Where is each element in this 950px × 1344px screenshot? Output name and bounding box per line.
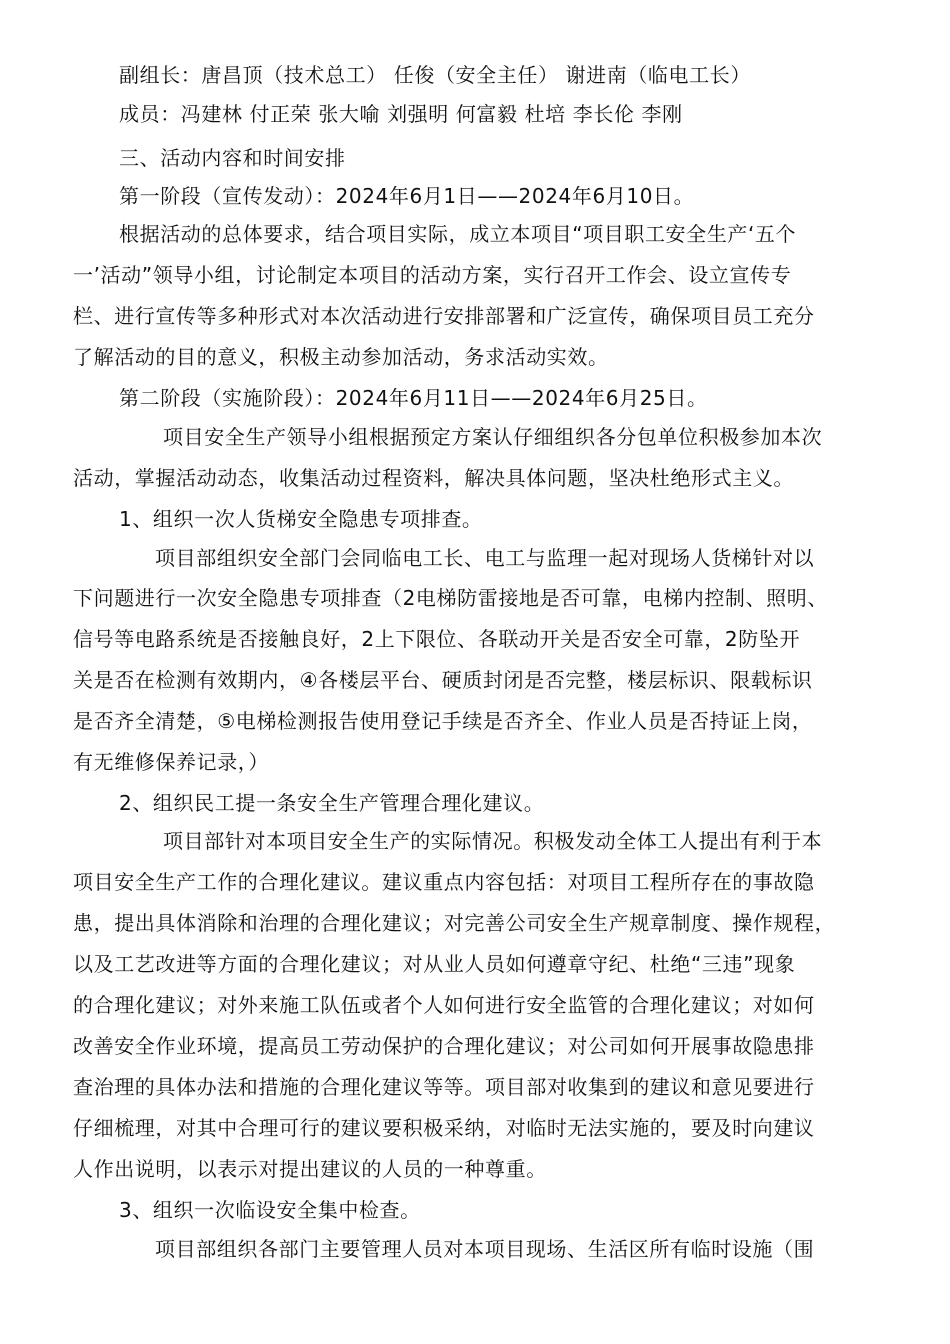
paragraph-line: 患，提出具体消除和治理的合理化建议；对完善公司安全生产规章制度、操作规程，: [73, 911, 836, 935]
paragraph-line: 项目安全生产工作的合理化建议。建议重点内容包括：对项目工程所存在的事故隐: [73, 870, 815, 894]
item-1-heading: 1、组织一次人货梯安全隐患专项排查。: [119, 507, 483, 531]
paragraph-line: 改善安全作业环境，提高员工劳动保护的合理化建议；对公司如何开展事故隐患排: [73, 1034, 815, 1058]
paragraph-line: 人作出说明，以表示对提出建议的人员的一种尊重。: [73, 1157, 547, 1181]
paragraph-line: 以及工艺改进等方面的合理化建议；对从业人员如何遵章守纪、杜绝“三违”现象: [73, 952, 796, 976]
paragraph-line: 下问题进行一次安全隐患专项排查（2电梯防雷接地是否可靠，电梯内控制、照明、: [73, 586, 828, 610]
paragraph-line: 信号等电路系统是否接触良好，2上下限位、各联动开关是否安全可靠，2防坠开: [73, 627, 801, 651]
paragraph-line: 的合理化建议；对外来施工队伍或者个人如何进行安全监管的合理化建议；对如何: [73, 993, 815, 1017]
paragraph-line: 了解活动的目的意义，积极主动参加活动，务求活动实效。: [73, 345, 609, 369]
paragraph-line: 栏、进行宣传等多种形式对本次活动进行安排部署和广泛宣传，确保项目员工充分: [73, 304, 815, 328]
item-3-heading: 3、组织一次临设安全集中检查。: [119, 1198, 421, 1222]
phase-two-heading: 第二阶段（实施阶段）：2024年6月11日——2024年6月25日。: [119, 386, 708, 410]
paragraph-line: 有无维修保养记录，）: [73, 750, 269, 774]
paragraph-line: 根据活动的总体要求，结合项目实际，成立本项目“项目职工安全生产‘五个: [119, 222, 797, 246]
phase-one-heading: 第一阶段（宣传发动）：2024年6月1日——2024年6月10日。: [119, 184, 695, 208]
paragraph-line: 是否齐全清楚，⑤电梯检测报告使用登记手续是否齐全、作业人员是否持证上岗，: [73, 709, 813, 733]
deputy-leaders-line: 副组长：唐昌顶（技术总工） 任俊（安全主任） 谢进南（临电工长）: [119, 63, 751, 87]
paragraph-line: 活动，掌握活动动态，收集活动过程资料，解决具体问题，坚决杜绝形式主义。: [73, 466, 794, 490]
paragraph-line: 项目部组织各部门主要管理人员对本项目现场、生活区所有临时设施（围: [155, 1237, 815, 1261]
paragraph-line: 查治理的具体办法和措施的合理化建议等等。项目部对收集到的建议和意见要进行: [73, 1075, 815, 1099]
paragraph-line: 项目安全生产领导小组根据预定方案认仔细组织各分包单位积极参加本次: [163, 425, 823, 449]
paragraph-line: 仔细梳理，对其中合理可行的建议要积极采纳，对临时无法实施的，要及时向建议: [73, 1116, 815, 1140]
section-heading: 三、活动内容和时间安排: [119, 146, 346, 170]
paragraph-line: 项目部组织安全部门会同临电工长、电工与监理一起对现场人货梯针对以: [155, 546, 815, 570]
paragraph-line: 一’活动”领导小组，讨论制定本项目的活动方案，实行召开工作会、设立宣传专: [73, 263, 792, 287]
paragraph-line: 关是否在检测有效期内，④各楼层平台、硬质封闭是否完整，楼层标识、限载标识: [73, 668, 813, 692]
paragraph-line: 项目部针对本项目安全生产的实际情况。积极发动全体工人提出有利于本: [163, 829, 823, 853]
item-2-heading: 2、组织民工提一条安全生产管理合理化建议。: [119, 791, 545, 815]
members-line: 成员：冯建林 付正荣 张大喻 刘强明 何富毅 杜培 李长伦 李刚: [119, 102, 683, 126]
